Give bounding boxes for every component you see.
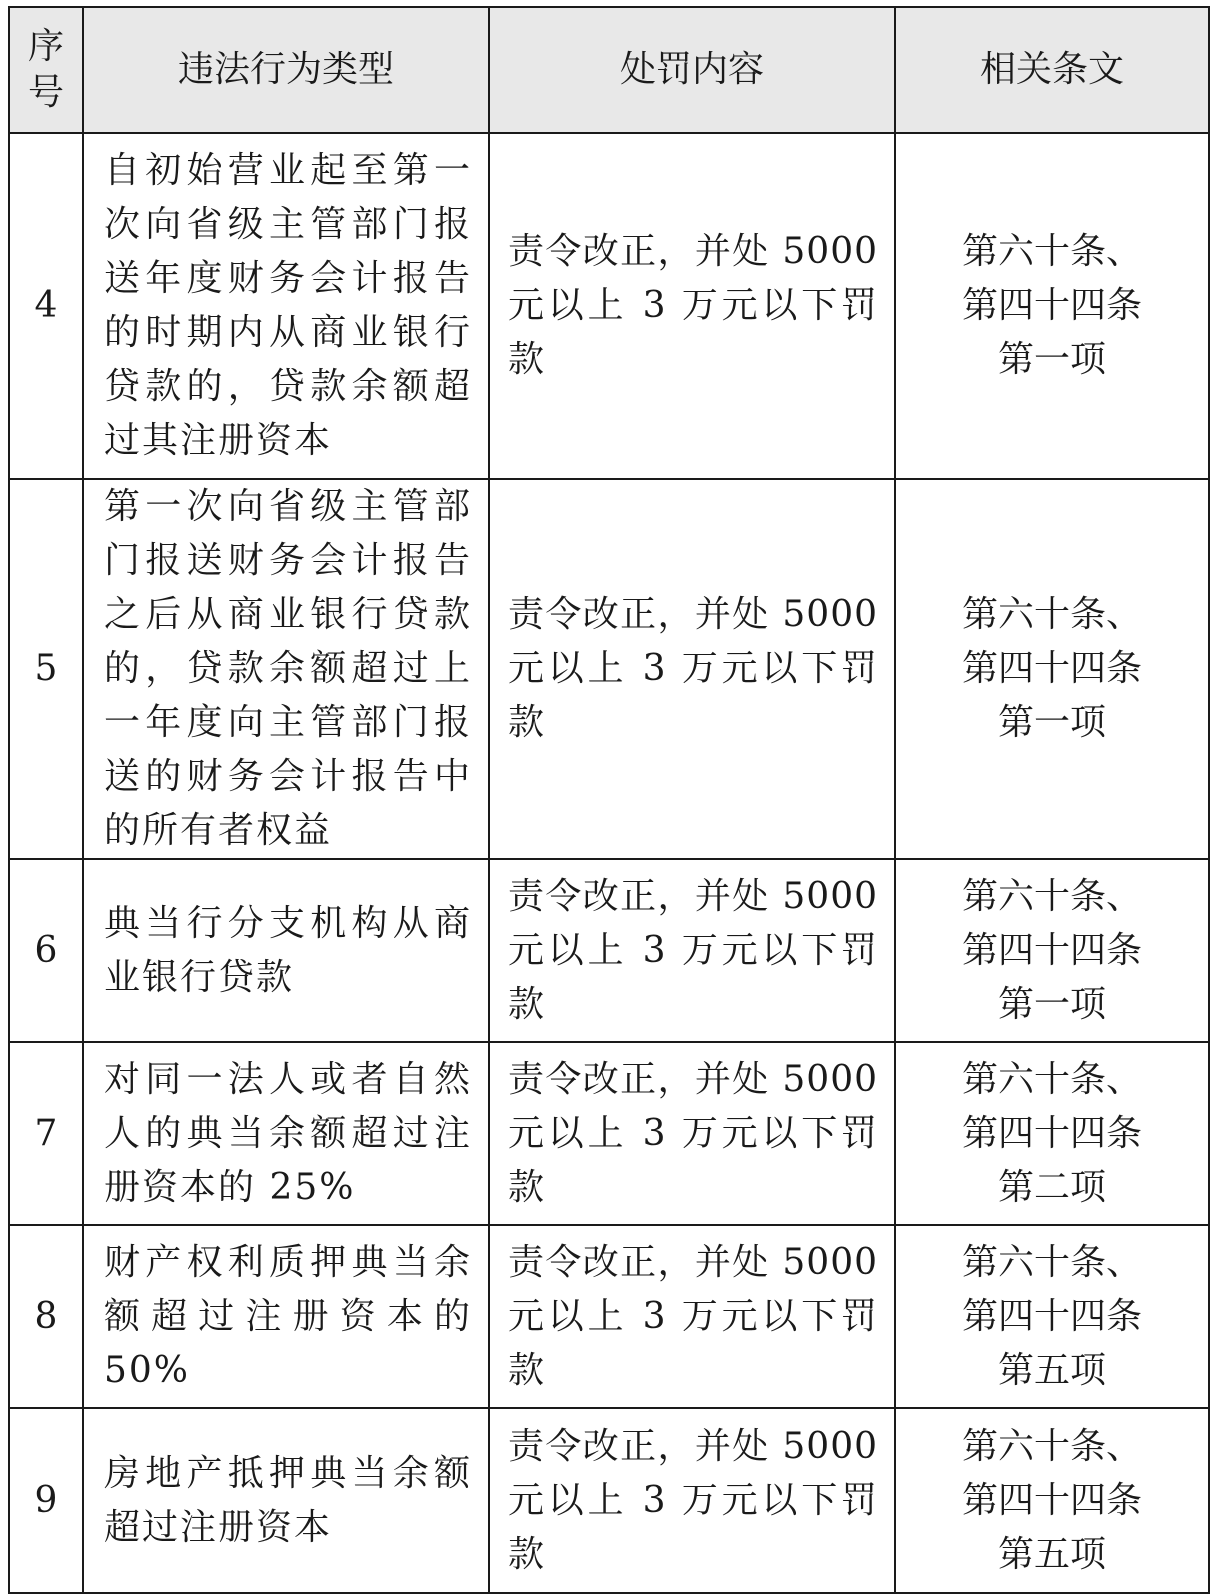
penalty-line-1: 责令改正，并处 5000 [508,1058,878,1100]
article-line-1: 第六十条、 [961,875,1142,917]
penalty-line-1: 责令改正，并处 5000 [508,1241,878,1283]
penalty-line-1: 责令改正，并处 5000 [508,875,878,917]
article-line-3: 第一项 [997,983,1106,1025]
article-line-2: 第四十四条 [961,285,1142,326]
table-row [9,133,1209,479]
table-row [9,859,1209,1042]
table-row [9,1225,1209,1408]
header-serial-number-label: 序号 [28,26,65,113]
penalty-line-2: 元以上 3 万元以下罚款 [508,929,878,1025]
header-penalty: 处罚内容 [489,7,895,133]
row-violation-type: 对同一法人或者自然人的典当余额超过注册资本的 25% [83,1042,489,1225]
article-line-2: 第四十四条 [961,648,1142,689]
article-line-2: 第四十四条 [961,1295,1142,1337]
penalty-line-2: 元以上 3 万元以下罚款 [508,648,878,743]
article-line-3: 第二项 [997,1166,1106,1208]
row-serial-number: 6 [9,859,83,1042]
article-line-3: 第一项 [997,339,1106,380]
header-related-article: 相关条文 [895,7,1209,133]
penalty-line-1: 责令改正，并处 5000 [508,231,878,272]
article-line-1: 第六十条、 [961,1058,1142,1100]
article-line-1: 第六十条、 [961,594,1142,635]
article-line-1: 第六十条、 [961,1425,1142,1467]
row-penalty [489,1042,895,1225]
row-penalty [489,1225,895,1408]
row-serial-number: 9 [9,1408,83,1593]
table-header-row [9,7,1209,133]
row-serial-number: 7 [9,1042,83,1225]
row-penalty [489,859,895,1042]
row-violation-type: 第一次向省级主管部门报送财务会计报告之后从商业银行贷款的，贷款余额超过上一年度向主管部门报送的财务会计报告中的所有者权益 [83,479,489,859]
row-violation-type: 自初始营业起至第一次向省级主管部门报送年度财务会计报告的时期内从商业银行贷款的，贷款余额超过其注册资本 [83,133,489,479]
row-related-article [895,1408,1209,1593]
penalty-line-1: 责令改正，并处 5000 [508,1425,878,1467]
row-related-article [895,1042,1209,1225]
row-related-article [895,479,1209,859]
penalty-line-2: 元以上 3 万元以下罚款 [508,1112,878,1208]
penalty-line-2: 元以上 3 万元以下罚款 [508,1479,878,1575]
row-related-article [895,133,1209,479]
article-line-3: 第一项 [997,702,1106,743]
article-line-2: 第四十四条 [961,1112,1142,1154]
article-line-2: 第四十四条 [961,929,1142,971]
row-serial-number: 5 [9,479,83,859]
article-line-2: 第四十四条 [961,1479,1142,1521]
row-serial-number: 8 [9,1225,83,1408]
row-violation-type: 财产权利质押典当余额超过注册资本的 50% [83,1225,489,1408]
penalty-line-1: 责令改正，并处 5000 [508,594,878,635]
table-row [9,1408,1209,1593]
table-row [9,1042,1209,1225]
article-line-3: 第五项 [997,1533,1106,1575]
penalty-table [8,6,1210,1594]
article-line-1: 第六十条、 [961,231,1142,272]
penalty-table-container [8,6,1208,1594]
table-row [9,479,1209,859]
row-serial-number: 4 [9,133,83,479]
row-violation-type: 房地产抵押典当余额超过注册资本 [83,1408,489,1593]
header-serial-number [9,7,83,133]
row-penalty [489,1408,895,1593]
penalty-line-2: 元以上 3 万元以下罚款 [508,285,878,380]
row-penalty [489,479,895,859]
penalty-line-2: 元以上 3 万元以下罚款 [508,1295,878,1391]
row-related-article [895,1225,1209,1408]
row-penalty [489,133,895,479]
row-violation-type: 典当行分支机构从商业银行贷款 [83,859,489,1042]
article-line-1: 第六十条、 [961,1241,1142,1283]
header-violation-type: 违法行为类型 [83,7,489,133]
row-related-article [895,859,1209,1042]
article-line-3: 第五项 [997,1349,1106,1391]
